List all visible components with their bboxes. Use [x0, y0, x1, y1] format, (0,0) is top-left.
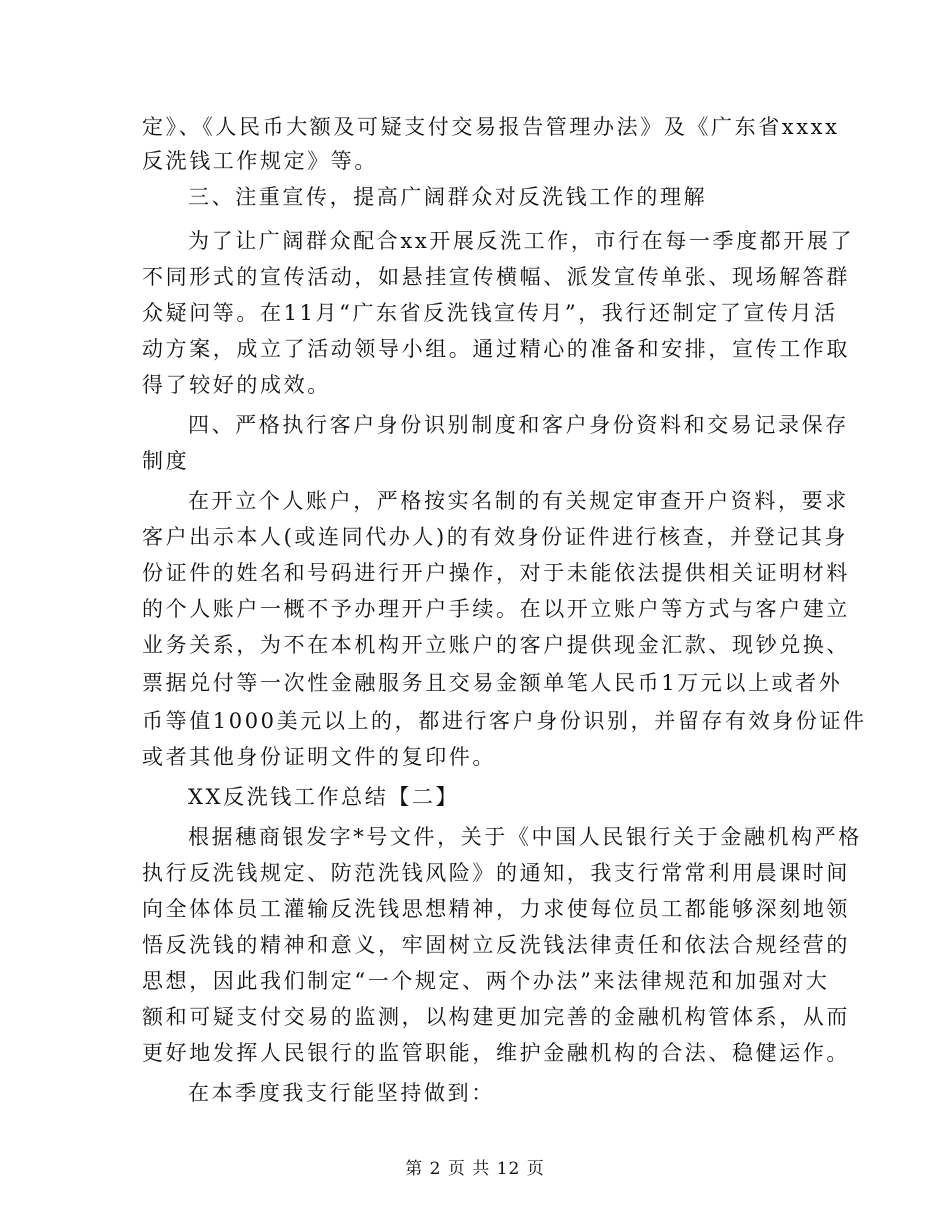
body-line: 客户出示本人(或连同代办人)的有效身份证件进行核查，并登记其身 — [142, 525, 848, 549]
body-line: 思想，因此我们制定“一个规定、两个办法”来法律规范和加强对大 — [142, 969, 830, 993]
body-line: 得了较好的成效。 — [142, 373, 331, 397]
body-line: 为了让广阔群众配合xx开展反洗工作，市行在每一季度都开展了 — [188, 229, 855, 253]
document-subtitle: XX反洗钱工作总结【二】 — [188, 785, 460, 809]
body-line: 众疑问等。在11月“广东省反洗钱宣传月”，我行还制定了宣传月活 — [142, 301, 838, 325]
body-line: 动方案，成立了活动领导小组。通过精心的准备和安排，宣传工作取 — [142, 337, 850, 361]
section-heading: 四、严格执行客户身份识别制度和客户身份资料和交易记录保存 — [188, 413, 849, 437]
body-line: 份证件的姓名和号码进行开户操作，对于未能依法提供相关证明材料 — [142, 561, 850, 585]
body-line: 额和可疑支付交易的监测，以构建更加完善的金融机构管体系，从而 — [142, 1005, 850, 1029]
body-line: 更好地发挥人民银行的监管职能，维护金融机构的合法、稳健运作。 — [142, 1041, 850, 1065]
section-heading: 三、注重宣传，提高广阔群众对反洗钱工作的理解 — [188, 185, 708, 209]
body-line: 在本季度我支行能坚持做到： — [188, 1081, 495, 1105]
page-number-footer: 第 2 页 共 12 页 — [405, 1159, 545, 1179]
body-line: 定》、《人民币大额及可疑支付交易报告管理办法》及《广东省xxxx — [142, 115, 840, 139]
body-line: 的个人账户一概不予办理开户手续。在以开立账户等方式与客户建立 — [142, 597, 850, 621]
body-line: 或者其他身份证明文件的复印件。 — [142, 745, 496, 769]
body-line: 票据兑付等一次性金融服务且交易金额单笔人民币1万元以上或者外 — [142, 671, 843, 695]
body-line: 业务关系，为不在本机构开立账户的客户提供现金汇款、现钞兑换、 — [142, 633, 850, 657]
section-heading: 制度 — [142, 449, 190, 473]
body-line: 根据穗商银发字*号文件，关于《中国人民银行关于金融机构严格 — [188, 825, 862, 849]
body-line: 不同形式的宣传活动，如悬挂宣传横幅、派发宣传单张、现场解答群 — [142, 265, 850, 289]
body-line: 向全体体员工灌输反洗钱思想精神，力求使每位员工都能够深刻地领 — [142, 897, 850, 921]
body-line: 在开立个人账户，严格按实名制的有关规定审查开户资料，要求 — [188, 489, 849, 513]
body-line: 执行反洗钱规定、防范洗钱风险》的通知，我支行常常利用晨课时间 — [142, 861, 850, 885]
body-line: 反洗钱工作规定》等。 — [142, 149, 378, 173]
body-line: 悟反洗钱的精神和意义，牢固树立反洗钱法律责任和依法合规经营的 — [142, 933, 850, 957]
body-line: 币等值1000美元以上的，都进行客户身份识别，并留存有效身份证件 — [142, 709, 867, 733]
